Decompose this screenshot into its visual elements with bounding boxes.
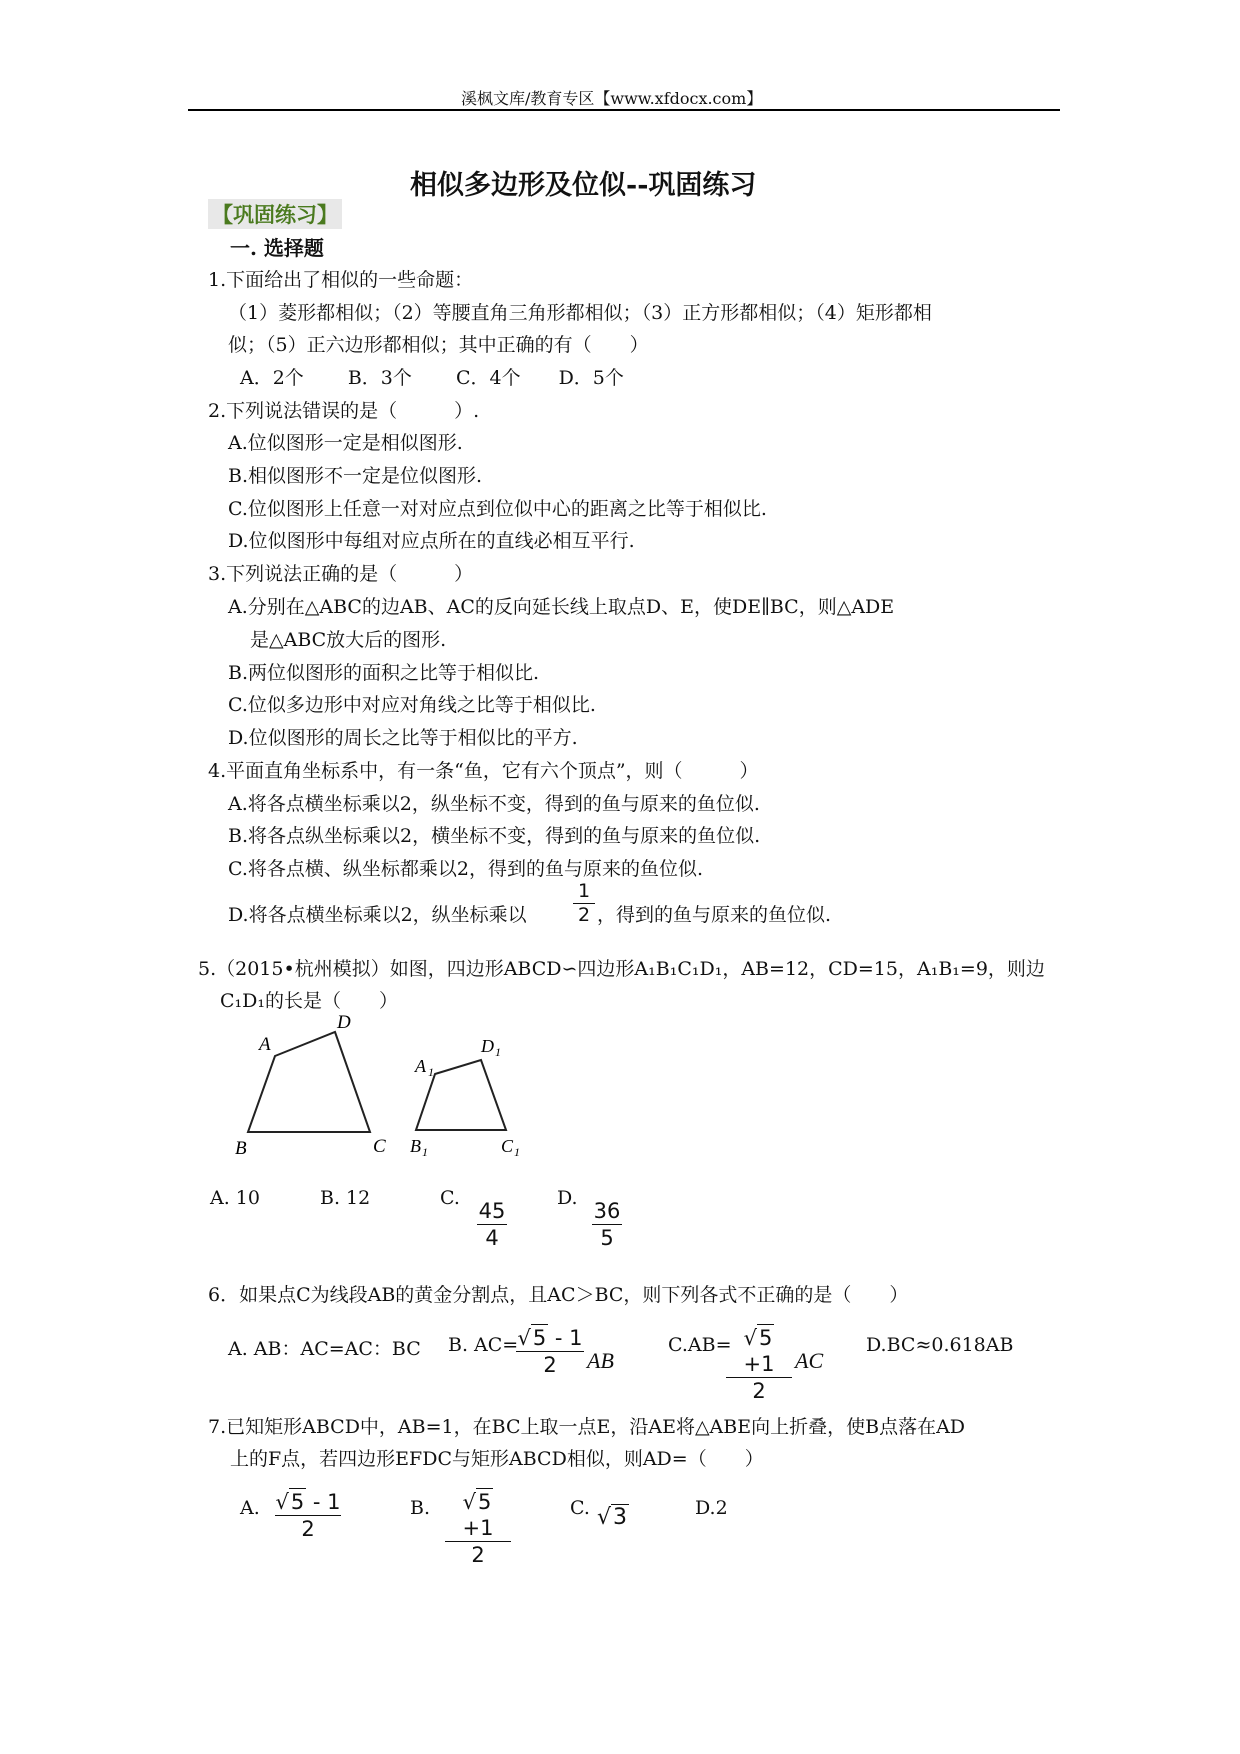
radicand: 5 bbox=[532, 1326, 547, 1350]
q7-option-d: D.2 bbox=[695, 1497, 728, 1519]
q1-line2: （1）菱形都相似；（2）等腰直角三角形都相似；（3）正方形都相似；（4）矩形都相 bbox=[228, 302, 932, 324]
q1-line3: 似；（5）正六边形都相似；其中正确的有（ ） bbox=[228, 334, 649, 356]
q4-option-c: C.将各点横、纵坐标都乘以2，得到的鱼与原来的鱼位似. bbox=[228, 858, 704, 880]
q5-option-d-fraction bbox=[592, 1198, 622, 1251]
label-b1-sub: 1 bbox=[422, 1145, 428, 1158]
q6-option-c-tail: AC bbox=[795, 1348, 824, 1373]
q5-figure bbox=[225, 1008, 545, 1158]
fraction-numerator: 45 bbox=[478, 1199, 506, 1223]
q5-option-d: D. bbox=[557, 1187, 578, 1209]
q4-option-d-post: ，得到的鱼与原来的鱼位似. bbox=[597, 904, 832, 926]
q6-option-a: A. AB：AC=AC：BC bbox=[228, 1338, 421, 1360]
radicand: 5 bbox=[759, 1326, 773, 1350]
q6-option-b: B. AC= bbox=[448, 1334, 519, 1356]
label-c: C bbox=[373, 1136, 386, 1157]
q7-line2: 上的F点，若四边形EFDC与矩形ABCD相似，则AD=（ ） bbox=[230, 1448, 764, 1470]
page-title: 相似多边形及位似--巩固练习 bbox=[410, 170, 757, 201]
q4-option-a: A.将各点横坐标乘以2，纵坐标不变，得到的鱼与原来的鱼位似. bbox=[228, 793, 760, 815]
q2-stem: 2.下列说法错误的是（ ）. bbox=[208, 400, 480, 422]
fraction-denominator: 2 bbox=[573, 903, 595, 927]
label-a1-sub: 1 bbox=[428, 1065, 434, 1079]
q7-option-b-fraction bbox=[445, 1488, 511, 1568]
q5-line1: 5.（2015•杭州模拟）如图，四边形ABCD∽四边形A₁B₁C₁D₁，AB=12，CD=15，A₁B₁=9，则边 bbox=[198, 958, 1045, 980]
fraction-denominator: 2 bbox=[445, 1541, 511, 1568]
q4-option-d-pre: D.将各点横坐标乘以2，纵坐标乘以 bbox=[228, 904, 527, 926]
fraction-numerator: 36 bbox=[593, 1199, 621, 1223]
q5-option-a: A. 10 bbox=[210, 1187, 260, 1209]
fraction-denominator: 4 bbox=[477, 1224, 507, 1251]
numerator-rest: +1 bbox=[462, 1516, 494, 1540]
label-c1-sub: 1 bbox=[514, 1145, 520, 1158]
numerator-rest: +1 bbox=[743, 1352, 775, 1376]
radicand: 3 bbox=[613, 1505, 628, 1530]
label-b1: B bbox=[410, 1136, 421, 1156]
label-a: A bbox=[259, 1034, 271, 1055]
fraction-numerator: 1 bbox=[577, 880, 591, 902]
label-b: B bbox=[235, 1138, 247, 1158]
q3-option-a-line2: 是△ABC放大后的图形. bbox=[250, 629, 447, 651]
fraction-denominator: 5 bbox=[592, 1224, 622, 1251]
q5-option-b: B. 12 bbox=[320, 1187, 371, 1209]
q5-line2: C₁D₁的长是（ ） bbox=[220, 990, 399, 1012]
q5-option-c-fraction bbox=[477, 1198, 507, 1251]
fraction-denominator: 2 bbox=[275, 1515, 341, 1542]
fraction-numerator: √5 +1 bbox=[743, 1326, 775, 1376]
page-header: 溪枫文库/教育专区【www.xfdocx.com】 bbox=[461, 89, 763, 108]
q6-option-b-tail: AB bbox=[587, 1348, 614, 1373]
numerator-rest: - 1 bbox=[312, 1490, 341, 1514]
label-c1: C bbox=[501, 1136, 514, 1156]
q2-option-a: A.位似图形一定是相似图形. bbox=[228, 432, 463, 454]
label-a1: A bbox=[415, 1056, 426, 1076]
label-d: D bbox=[337, 1012, 351, 1033]
fraction-denominator: 2 bbox=[516, 1351, 584, 1378]
q6-option-c-fraction bbox=[726, 1324, 792, 1404]
label-d1: D bbox=[481, 1036, 494, 1056]
fraction-numerator: √5 - 1 bbox=[275, 1490, 341, 1514]
q4-stem: 4.平面直角坐标系中，有一条“鱼，它有六个顶点”，则（ ） bbox=[208, 760, 759, 782]
label-d1-sub: 1 bbox=[495, 1045, 501, 1059]
numerator-rest: - 1 bbox=[554, 1326, 583, 1350]
section-title: 一. 选择题 bbox=[230, 236, 324, 260]
q4-option-b: B.将各点纵坐标乘以2，横坐标不变，得到的鱼与原来的鱼位似. bbox=[228, 825, 761, 847]
q7-line1: 7.已知矩形ABCD中，AB=1，在BC上取一点E，沿AE将△ABE向上折叠，使B点落在AD bbox=[208, 1416, 966, 1438]
q1-options: A．2个 B．3个 C．4个 D．5个 bbox=[240, 367, 624, 389]
q2-option-d: D.位似图形中每组对应点所在的直线必相互平行. bbox=[228, 530, 635, 552]
q3-option-a-line1: A.分别在△ABC的边AB、AC的反向延长线上取点D、E，使DE∥BC，则△ADE bbox=[228, 596, 895, 618]
q3-option-b: B.两位似图形的面积之比等于相似比. bbox=[228, 662, 540, 684]
q3-option-d: D.位似图形的周长之比等于相似比的平方. bbox=[228, 727, 578, 749]
q7-option-b: B. bbox=[410, 1497, 431, 1519]
q6-stem: 6．如果点C为线段AB的黄金分割点，且AC＞BC，则下列各式不正确的是（ ） bbox=[208, 1284, 909, 1306]
fraction-denominator: 2 bbox=[726, 1377, 792, 1404]
q3-option-c: C.位似多边形中对应对角线之比等于相似比. bbox=[228, 694, 596, 716]
q7-option-c: C. bbox=[570, 1497, 590, 1519]
radicand: 5 bbox=[478, 1490, 492, 1514]
fraction-numerator: √5 - 1 bbox=[517, 1326, 583, 1350]
section-badge: 【巩固练习】 bbox=[208, 199, 342, 229]
q7-option-a: A. bbox=[240, 1497, 260, 1519]
q3-stem: 3.下列说法正确的是（ ） bbox=[208, 563, 474, 585]
radicand: 5 bbox=[290, 1490, 305, 1514]
q6-option-d: D.BC≈0.618AB bbox=[866, 1334, 1014, 1356]
q1-stem: 1.下面给出了相似的一些命题： bbox=[208, 269, 474, 291]
fraction-numerator: √5 +1 bbox=[462, 1490, 494, 1540]
q2-option-b: B.相似图形不一定是位似图形. bbox=[228, 465, 483, 487]
q4-option-d-fraction bbox=[573, 880, 595, 927]
q7-option-c-sqrt: √3 bbox=[597, 1505, 628, 1530]
q5-option-c: C. bbox=[440, 1187, 460, 1209]
q6-option-c: C.AB= bbox=[668, 1334, 732, 1356]
q7-option-a-fraction bbox=[275, 1488, 341, 1542]
header-rule bbox=[188, 109, 1060, 111]
q6-option-b-fraction bbox=[516, 1324, 584, 1378]
q2-option-c: C.位似图形上任意一对对应点到位似中心的距离之比等于相似比. bbox=[228, 498, 767, 520]
